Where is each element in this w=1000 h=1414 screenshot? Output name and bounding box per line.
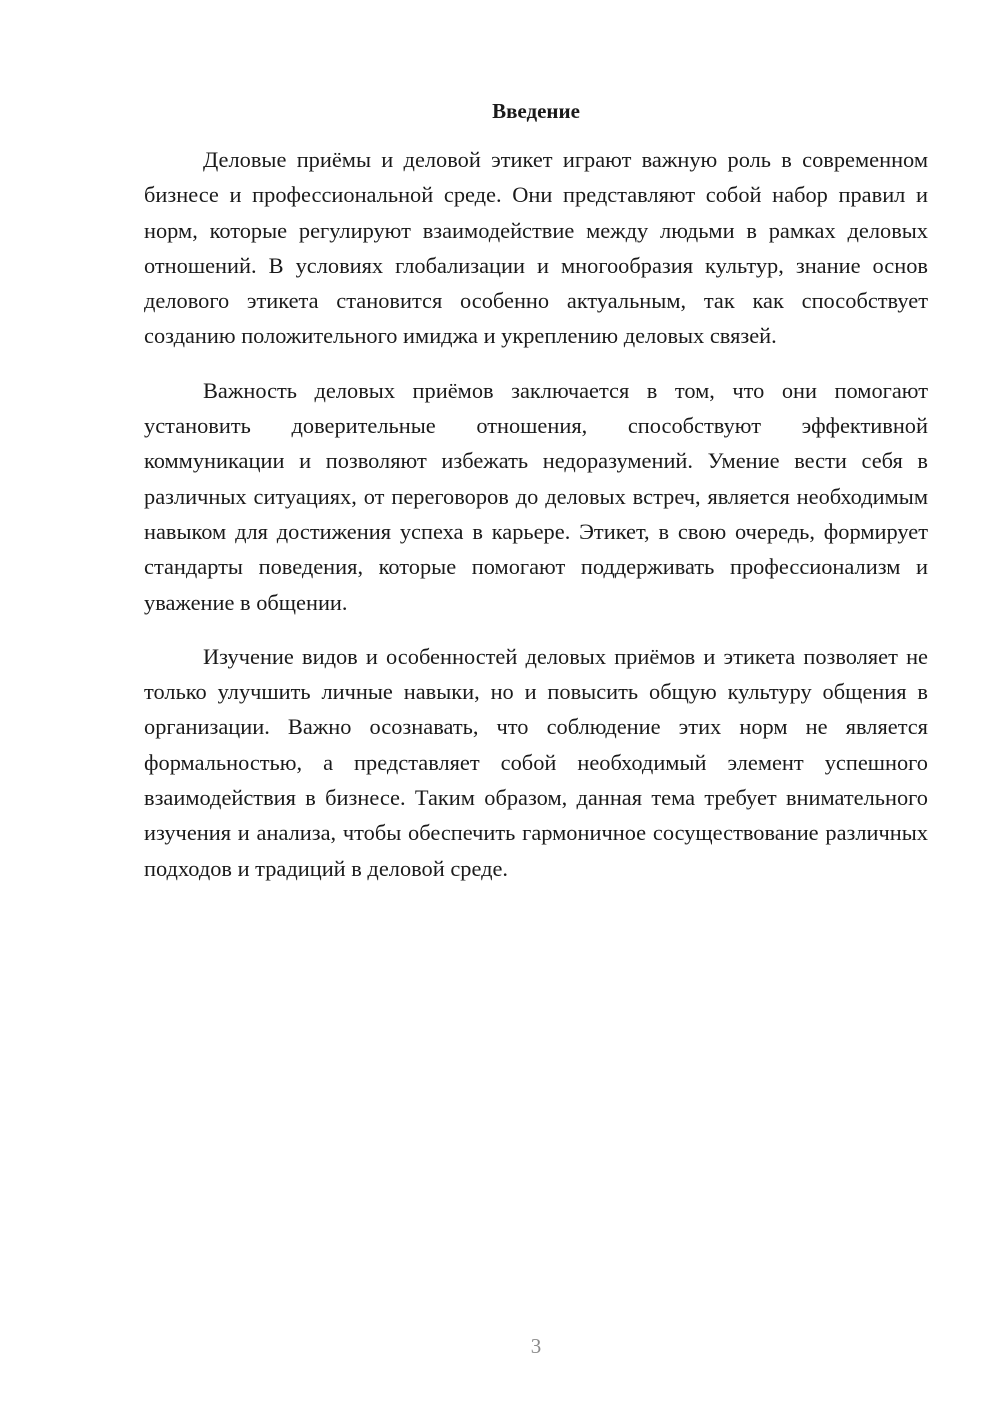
section-heading-text: Введение <box>492 99 580 123</box>
page-number: 3 <box>530 1334 542 1358</box>
paragraph-1: Деловые приёмы и деловой этикет играют важную роль в современном бизнесе и профессиональной среде. Они представляют собой набор правил и норм, которые регулируют взаимодействие между людьми в рамках деловых отношений. В условиях глобализации и многообразия культур, знание основ делового этикета становится особенно актуальным, так как способствует созданию положительного имиджа и укреплению деловых связей. <box>144 147 928 349</box>
paragraph-2: Важность деловых приёмов заключается в том, что они помогают установить доверительные отношения, способствуют эффективной коммуникации и позволяют избежать недоразумений. Умение вести себя в различных ситуациях, от переговоров до деловых встреч, является необходимым навыком для достижения успеха в карьере. Этикет, в свою очередь, формирует стандарты поведения, которые помогают поддерживать профессионализм и уважение в общении. <box>144 377 928 615</box>
section-heading <box>144 96 928 126</box>
paragraph-3: Изучение видов и особенностей деловых приёмов и этикета позволяет не только улучшить личные навыки, но и повысить общую культуру общения в организации. Важно осознавать, что соблюдение этих норм не является формальностью, а представляет собой необходимый элемент успешного взаимодействия в бизнесе. Таким образом, данная тема требует внимательного изучения и анализа, чтобы обеспечить гармоничное сосуществование различных подходов и традиций в деловой среде. <box>144 643 928 881</box>
body-text <box>144 142 928 905</box>
